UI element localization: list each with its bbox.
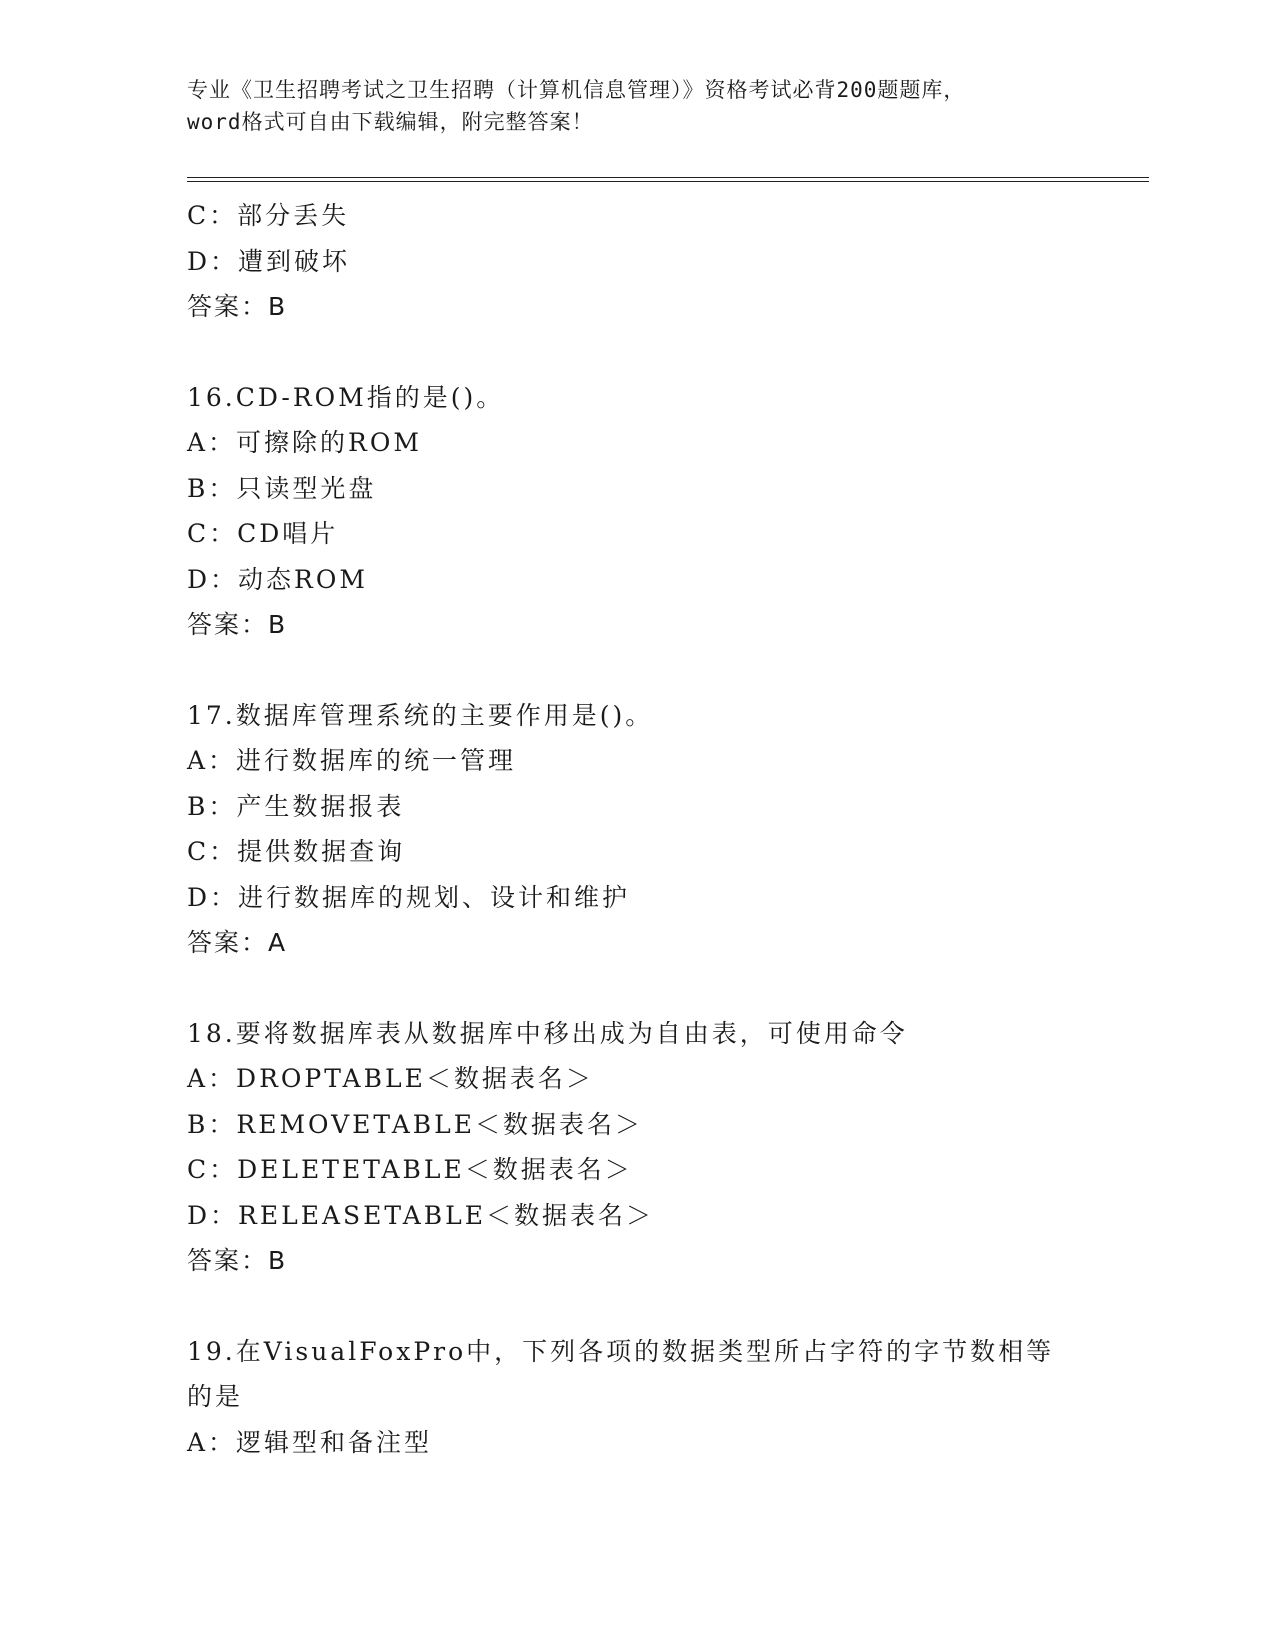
question-19: [187, 1329, 1087, 1466]
header-line-2: word格式可自由下载编辑，附完整答案！: [187, 110, 594, 134]
option-a: A：DROPTABLE＜数据表名＞: [187, 1064, 594, 1093]
option-c: C：部分丢失: [187, 201, 350, 230]
option-a: A：逻辑型和备注型: [187, 1427, 433, 1457]
document-header: [187, 74, 1087, 138]
question-15-tail: [187, 193, 1087, 330]
option-a: A：可擦除的ROM: [187, 428, 422, 457]
option-d: D：动态ROM: [187, 564, 368, 594]
question-text-line-1: 19.在VisualFoxPro中，下列各项的数据类型所占字符的字节数相等: [187, 1336, 1055, 1366]
question-17: [187, 693, 1087, 966]
header-line-1: 专业《卫生招聘考试之卫生招聘（计算机信息管理）》资格考试必背200题题库，: [187, 78, 966, 102]
option-d: D：遭到破坏: [187, 246, 351, 276]
option-a: A：进行数据库的统一管理: [187, 746, 517, 775]
option-b: B：产生数据报表: [187, 791, 405, 821]
question-18: [187, 1011, 1087, 1284]
answer-line: 答案：B: [187, 1246, 288, 1275]
question-text: 17.数据库管理系统的主要作用是()。: [187, 700, 654, 730]
question-text: 18.要将数据库表从数据库中移出成为自由表，可使用命令: [187, 1018, 908, 1048]
option-c: C：提供数据查询: [187, 837, 406, 866]
answer-line: 答案：B: [187, 610, 288, 639]
answer-line: 答案：B: [187, 292, 288, 321]
header-divider: [187, 177, 1149, 182]
option-d: D：进行数据库的规划、设计和维护: [187, 882, 631, 912]
question-16: [187, 375, 1087, 648]
option-c: C：CD唱片: [187, 519, 339, 548]
option-c: C：DELETETABLE＜数据表名＞: [187, 1155, 633, 1184]
question-list: [187, 193, 1087, 1465]
answer-line: 答案：A: [187, 928, 288, 957]
question-text: 16.CD-ROM指的是()。: [187, 382, 505, 412]
option-b: B：只读型光盘: [187, 473, 377, 503]
option-d: D：RELEASETABLE＜数据表名＞: [187, 1200, 654, 1230]
option-b: B：REMOVETABLE＜数据表名＞: [187, 1109, 643, 1139]
question-text-line-2: 的是: [187, 1382, 244, 1411]
